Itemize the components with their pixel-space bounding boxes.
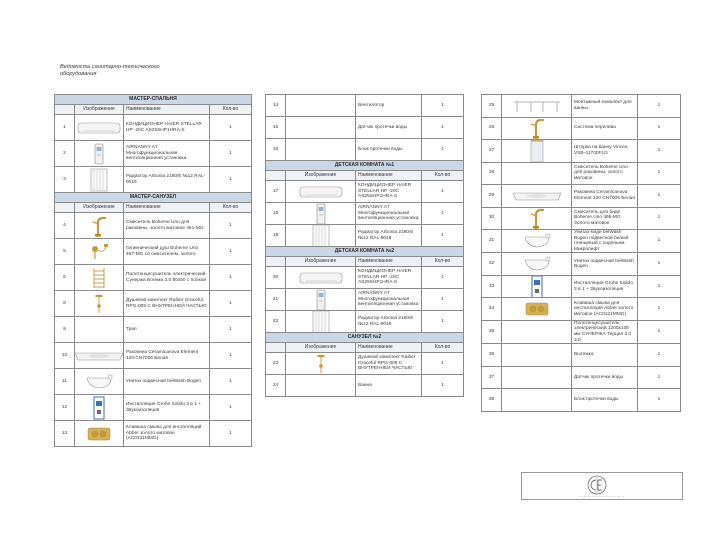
row-number: 9 [55, 317, 75, 343]
product-image-cell [502, 389, 572, 412]
product-name: Гигиенический душ Boheme Uno 467-MG со смесителем, золото [124, 239, 210, 265]
bath-frame-icon [511, 98, 563, 114]
table-row [482, 275, 681, 298]
table-row [266, 203, 464, 225]
header-qty: Кол-во [422, 171, 464, 181]
table-row [55, 239, 252, 265]
product-name: Инсталляция Grohe Solido 3 в 1 + Звукоизоляция [124, 395, 210, 421]
header-name: Наименование [124, 105, 210, 115]
product-quantity: 1 [210, 291, 252, 317]
ventilation-unit-icon [91, 143, 107, 165]
row-number: 19 [266, 225, 286, 247]
row-number: 17 [266, 181, 286, 203]
row-number: 37 [482, 366, 502, 389]
table-row [482, 320, 681, 343]
header-name: Наименование [356, 257, 422, 267]
installation-frame-icon [91, 396, 107, 420]
row-number: 34 [482, 298, 502, 321]
row-number: 3 [55, 167, 75, 193]
gold-faucet-icon [528, 207, 546, 229]
table-row [266, 353, 464, 375]
product-name: Клавиша смыва для инсталляций Abber золото матовое (AC0121MMG) [124, 421, 210, 447]
radiator-icon [310, 225, 332, 247]
product-image-cell [502, 140, 572, 163]
product-image-cell [75, 395, 124, 421]
table-row [266, 375, 464, 397]
product-name: Вентилятор [356, 95, 422, 117]
product-name: Вытяжка [572, 344, 638, 367]
product-image-cell [502, 162, 572, 185]
product-quantity: 1 [638, 117, 681, 140]
product-image-cell [75, 291, 124, 317]
product-name: КОНДИЦИОНЕР HAIER STELLAR HP -20C AS25SHP1HRA-S [356, 181, 422, 203]
table-row [266, 95, 464, 117]
product-quantity: 1 [638, 230, 681, 253]
product-name: Шторка на ванну Vincea VSB-41700FLG [572, 140, 638, 163]
product-name: Блок протечки воды [356, 139, 422, 161]
product-quantity: 1 [422, 289, 464, 311]
product-image-cell [502, 366, 572, 389]
shower-set-icon [91, 293, 107, 315]
table-row [55, 291, 252, 317]
stamp-caption: — — — — — — — — — — — [579, 494, 625, 498]
product-quantity: 1 [210, 265, 252, 291]
product-quantity: 1 [422, 139, 464, 161]
table-row [55, 115, 252, 141]
table-row [482, 162, 681, 185]
hygienic-shower-icon [86, 242, 112, 262]
header-qty: Кол-во [210, 203, 252, 213]
header-number [266, 171, 286, 181]
product-quantity: 1 [638, 320, 681, 343]
header-image: Изображение [75, 105, 124, 115]
product-image-cell [286, 95, 356, 117]
product-image-cell [286, 139, 356, 161]
product-image-cell [286, 181, 356, 203]
product-quantity: 1 [422, 203, 464, 225]
product-image-cell [75, 115, 124, 141]
product-quantity: 1 [210, 213, 252, 239]
section-header [266, 161, 464, 171]
section-header [266, 333, 464, 343]
row-number: 27 [482, 140, 502, 163]
product-image-cell [75, 239, 124, 265]
ventilation-unit-icon [313, 203, 329, 225]
table-row [55, 265, 252, 291]
row-number: 25 [482, 95, 502, 118]
product-name: КОНДИЦИОНЕР HAIER STELLAR HP -20C AS25SHP1HRA-S [124, 115, 210, 141]
product-name: Раковина Ceramicanova Element 120 CN7006 Белая [572, 185, 638, 208]
table-row [482, 298, 681, 321]
header-image: Изображение [286, 343, 356, 353]
product-name: Датчик протечки воды [356, 117, 422, 139]
product-name: Смеситель Boheme Uno для раковины, золото матовое [572, 162, 638, 185]
table-row [55, 421, 252, 447]
row-number: 10 [55, 343, 75, 369]
row-number: 18 [266, 203, 286, 225]
product-quantity: 1 [210, 239, 252, 265]
table-row [482, 185, 681, 208]
row-number: 4 [55, 213, 75, 239]
table-row [266, 117, 464, 139]
product-quantity: 1 [210, 317, 252, 343]
product-name: Датчик протечки воды [572, 366, 638, 389]
table-row [55, 167, 252, 193]
product-image-cell [502, 253, 572, 276]
product-name: Трап [124, 317, 210, 343]
product-quantity: 1 [210, 115, 252, 141]
header-qty: Кол-во [422, 343, 464, 353]
wall-toilet-icon [522, 232, 552, 250]
header-number [55, 203, 75, 213]
product-name: Душевой комплект Raiber Graceful RPG-005 С ВНУТРЕННЕЙ ЧАСТЬЮ [124, 291, 210, 317]
product-name: Полотенцесушитель электрический 1200x106 мм СУНЕРЖА Терция 3.0 3.0 [572, 320, 638, 343]
table-row [55, 213, 252, 239]
section-title: МАСТЕР-СПАЛЬНЯ [55, 95, 252, 105]
product-quantity: 1 [210, 395, 252, 421]
product-image-cell [286, 311, 356, 333]
gold-faucet-icon [528, 117, 546, 139]
product-image-cell [286, 203, 356, 225]
product-quantity: 1 [210, 167, 252, 193]
document-title: Ведомость санитарно-технического оборудования [60, 64, 160, 77]
section-title: ДЕТСКАЯ КОМНАТА №2 [266, 247, 464, 257]
header-number [266, 257, 286, 267]
table-row [482, 117, 681, 140]
table-row [55, 395, 252, 421]
washbasin-icon [511, 189, 563, 203]
row-number: 12 [55, 395, 75, 421]
row-number: 29 [482, 185, 502, 208]
radiator-icon [88, 168, 110, 192]
product-name: Радиатор Arbonia 2180/6 №12 RAL-9016 [356, 311, 422, 333]
table-row [266, 267, 464, 289]
table-row [482, 140, 681, 163]
header-qty: Кол-во [210, 105, 252, 115]
product-name: Радиатор Arbonia 2180/6 №12 RAL-9016 [356, 225, 422, 247]
product-image-cell [75, 141, 124, 167]
product-name: Унитаз подвесной belWash Bogen [124, 369, 210, 395]
ventilation-unit-icon [313, 289, 329, 311]
product-quantity: 1 [210, 343, 252, 369]
wall-toilet-icon [84, 373, 114, 391]
header-qty: Кол-во [422, 257, 464, 267]
table-row [266, 225, 464, 247]
product-name: Клавиша смыва для инсталляций Abber золото матовое (AC0121MMG) [572, 298, 638, 321]
table-row [55, 141, 252, 167]
product-quantity: 1 [422, 225, 464, 247]
row-number: 30 [482, 207, 502, 230]
header-name: Наименование [124, 203, 210, 213]
table-row [482, 253, 681, 276]
section-title: ДЕТСКАЯ КОМНАТА №1 [266, 161, 464, 171]
product-image-cell [502, 298, 572, 321]
product-quantity: 1 [638, 140, 681, 163]
shower-set-icon [313, 353, 329, 375]
product-image-cell [75, 369, 124, 395]
row-number: 23 [266, 353, 286, 375]
header-image: Изображение [286, 171, 356, 181]
air-conditioner-icon [77, 121, 121, 135]
row-number: 2 [55, 141, 75, 167]
row-number: 6 [55, 265, 75, 291]
equipment-table-column-1 [54, 94, 252, 447]
table-row [482, 389, 681, 412]
product-image-cell [502, 185, 572, 208]
table-row [482, 207, 681, 230]
product-quantity: 1 [638, 298, 681, 321]
product-image-cell [286, 117, 356, 139]
bath-screen-icon [528, 140, 546, 163]
row-number: 8 [55, 291, 75, 317]
product-quantity: 1 [422, 117, 464, 139]
product-name: AIRNANNY A7 Многофункциональная вентиляционная установка [356, 289, 422, 311]
table-row [482, 95, 681, 118]
row-number: 28 [482, 162, 502, 185]
product-name: Унитаз подвесной belWash Bogen [572, 253, 638, 276]
product-quantity: 1 [638, 366, 681, 389]
product-image-cell [75, 343, 124, 369]
table-row [266, 139, 464, 161]
row-number: 16 [266, 139, 286, 161]
product-image-cell [286, 267, 356, 289]
product-name: Инсталляция Grohe Solido 3 в 1 + Звукоизоляция [572, 275, 638, 298]
product-image-cell [502, 207, 572, 230]
table-row [482, 230, 681, 253]
towel-warmer-icon [91, 267, 107, 289]
air-conditioner-icon [299, 271, 343, 285]
row-number: 38 [482, 389, 502, 412]
section-header [55, 95, 252, 105]
header-image: Изображение [75, 203, 124, 213]
column-header-row [266, 171, 464, 181]
product-name: Раковина Ceramicanova Element 120 CN7006 Белая [124, 343, 210, 369]
product-quantity: 1 [638, 207, 681, 230]
wall-toilet-icon [522, 255, 552, 273]
row-number: 1 [55, 115, 75, 141]
product-name: Смеситель Boheme Uno для раковины, золото матовое 461-MG [124, 213, 210, 239]
product-name: Смеситель для биде Boheme Uno 466-MG Золото матовое [572, 207, 638, 230]
title-block-stamp [521, 472, 683, 500]
product-name: Унитаз-биде belWash Bogen подвесной белый глянцевый с сиденьем Микролифт [572, 230, 638, 253]
header-image: Изображение [286, 257, 356, 267]
row-number: 31 [482, 230, 502, 253]
product-image-cell [75, 421, 124, 447]
product-quantity: 1 [210, 369, 252, 395]
product-quantity: 1 [422, 311, 464, 333]
product-name: AIRNANNY A7 Многофункциональная вентиляционная установка [356, 203, 422, 225]
flush-button-icon [525, 302, 549, 316]
product-image-cell [75, 265, 124, 291]
product-name: Блок протечки воды [572, 389, 638, 412]
product-name: Система перелива [572, 117, 638, 140]
row-number: 36 [482, 344, 502, 367]
product-name: КОНДИЦИОНЕР HAIER STELLAR HP -20C AS25SHP1HRA-S [356, 267, 422, 289]
gold-faucet-icon [90, 215, 108, 237]
product-image-cell [502, 117, 572, 140]
product-image-cell [286, 225, 356, 247]
section-header [266, 247, 464, 257]
product-quantity: 1 [422, 181, 464, 203]
row-number: 32 [482, 253, 502, 276]
air-conditioner-icon [299, 185, 343, 199]
row-number: 13 [55, 421, 75, 447]
product-image-cell [502, 230, 572, 253]
product-quantity: 1 [422, 353, 464, 375]
header-number [55, 105, 75, 115]
row-number: 33 [482, 275, 502, 298]
product-name: Ванна [356, 375, 422, 397]
product-name: Радиатор Arbonia 2180/6 №12 RAL-9016 [124, 167, 210, 193]
row-number: 5 [55, 239, 75, 265]
product-image-cell [286, 353, 356, 375]
product-image-cell [75, 317, 124, 343]
table-row [482, 366, 681, 389]
product-name: Монтажный комплект для ванны [572, 95, 638, 118]
product-quantity: 1 [638, 344, 681, 367]
product-quantity: 1 [422, 267, 464, 289]
header-number [266, 343, 286, 353]
product-quantity: 1 [638, 389, 681, 412]
column-header-row [55, 203, 252, 213]
row-number: 35 [482, 320, 502, 343]
row-number: 20 [266, 267, 286, 289]
flush-button-icon [87, 427, 111, 441]
table-row [55, 317, 252, 343]
equipment-table-column-3 [481, 94, 681, 412]
product-image-cell [502, 95, 572, 118]
product-image-cell [502, 344, 572, 367]
table-row [266, 311, 464, 333]
installation-frame-icon [529, 275, 545, 298]
row-number: 14 [266, 95, 286, 117]
table-row [482, 344, 681, 367]
product-image-cell [286, 375, 356, 397]
section-header [55, 193, 252, 203]
header-name: Наименование [356, 343, 422, 353]
row-number: 15 [266, 117, 286, 139]
row-number: 26 [482, 117, 502, 140]
washbasin-icon [75, 349, 124, 363]
row-number: 24 [266, 375, 286, 397]
table-row [55, 369, 252, 395]
product-name: Душевой комплект Raiber Graceful RPG-005 С ВНУТРЕННЕЙ ЧАСТЬЮ [356, 353, 422, 375]
column-header-row [266, 257, 464, 267]
product-quantity: 1 [210, 421, 252, 447]
product-quantity: 1 [638, 275, 681, 298]
product-name: AIRNANNY A7 Многофункциональная вентиляционная установка [124, 141, 210, 167]
product-image-cell [75, 213, 124, 239]
product-quantity: 1 [210, 141, 252, 167]
product-quantity: 1 [638, 162, 681, 185]
table-row [266, 289, 464, 311]
product-image-cell [75, 167, 124, 193]
product-image-cell [502, 275, 572, 298]
product-image-cell [502, 320, 572, 343]
equipment-table-column-2 [265, 94, 464, 397]
header-name: Наименование [356, 171, 422, 181]
product-name: Полотенцесушитель электрический Сунержа Богема 3.0 80x50 с полкой [124, 265, 210, 291]
table-row [266, 181, 464, 203]
product-quantity: 1 [638, 95, 681, 118]
product-quantity: 1 [422, 375, 464, 397]
row-number: 22 [266, 311, 286, 333]
section-title: МАСТЕР-САНУЗЕЛ [55, 193, 252, 203]
row-number: 21 [266, 289, 286, 311]
column-header-row [266, 343, 464, 353]
section-title: САНУЗЕЛ №2 [266, 333, 464, 343]
column-header-row [55, 105, 252, 115]
product-quantity: 1 [422, 95, 464, 117]
row-number: 11 [55, 369, 75, 395]
product-quantity: 1 [638, 185, 681, 208]
product-image-cell [286, 289, 356, 311]
table-row [55, 343, 252, 369]
product-quantity: 1 [638, 253, 681, 276]
radiator-icon [310, 311, 332, 333]
